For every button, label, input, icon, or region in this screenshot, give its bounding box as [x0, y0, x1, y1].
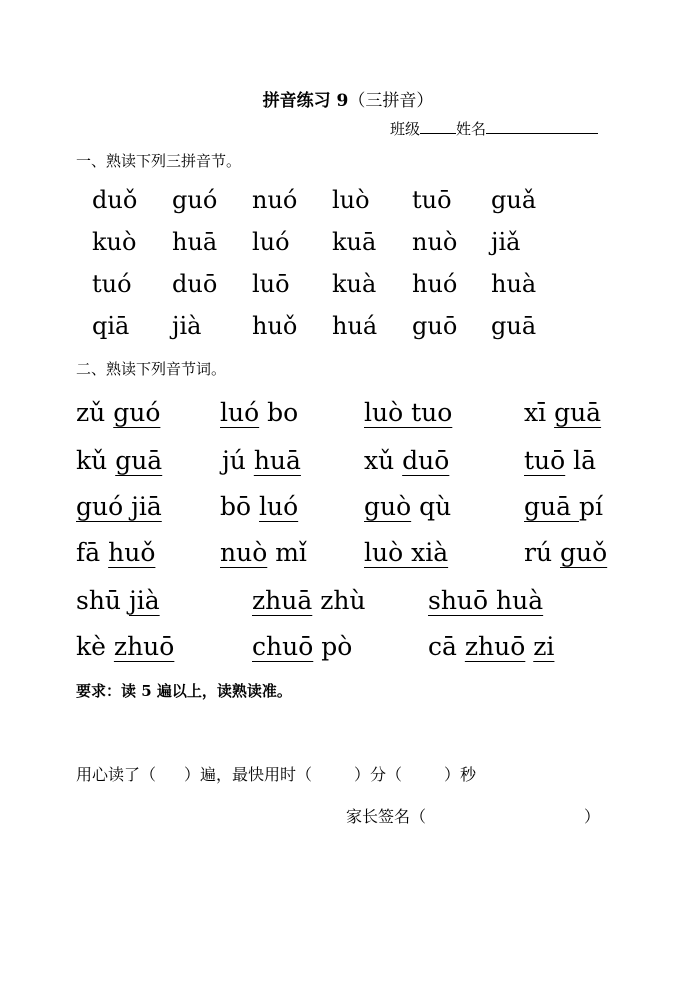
- section1-heading: 一、熟读下列三拼音节。: [76, 152, 242, 170]
- pinyin-word: [524, 446, 596, 475]
- underlined-syllable: shuō huà: [428, 586, 544, 615]
- syllable: zǔ: [76, 398, 106, 427]
- underlined-syllable: zhuā: [252, 586, 313, 615]
- pinyin-word: [252, 632, 352, 661]
- class-blank[interactable]: [420, 119, 456, 134]
- syllable: jià: [172, 312, 202, 340]
- underlined-syllable: jià: [129, 586, 160, 615]
- pinyin-word: [524, 398, 601, 427]
- pinyin-word: [220, 492, 298, 521]
- class-name-line: [390, 118, 598, 139]
- syllable: mǐ: [275, 538, 307, 567]
- underlined-syllable: huā: [253, 446, 301, 475]
- syllable: xǔ: [364, 446, 395, 475]
- syllable: pí: [578, 492, 603, 521]
- syllable: guō: [412, 312, 458, 340]
- syllable: kǔ: [76, 446, 108, 475]
- syllable: jú: [222, 446, 246, 475]
- record-text-1: 用心读了（: [76, 765, 157, 784]
- pinyin-word: [220, 398, 298, 427]
- name-blank[interactable]: [486, 119, 598, 134]
- record-text-4: ）秒: [444, 765, 477, 784]
- class-label: 班级: [390, 120, 421, 138]
- underlined-syllable: luó: [220, 398, 260, 427]
- underlined-syllable: zhuō: [464, 632, 526, 661]
- parent-signature-label: 家长签名（: [346, 807, 427, 826]
- title-sub: （三拼音）: [348, 91, 434, 111]
- underlined-syllable: guā: [524, 492, 579, 521]
- underlined-syllable: guā: [554, 398, 602, 427]
- underlined-syllable: huǒ: [108, 538, 156, 567]
- pinyin-word: [220, 538, 307, 567]
- underlined-syllable: guǒ: [560, 538, 608, 567]
- pinyin-word: [364, 446, 449, 475]
- syllable: qù: [419, 492, 452, 521]
- syllable: cā: [428, 632, 457, 661]
- requirement-note: 要求：读 5 遍以上，读熟读准。: [76, 682, 292, 700]
- worksheet-title: [0, 86, 696, 111]
- underlined-syllable: zhuō: [113, 632, 175, 661]
- pinyin-word: [428, 586, 543, 615]
- pinyin-word: [76, 492, 162, 521]
- syllable: jiǎ: [491, 228, 521, 256]
- pinyin-word: [364, 492, 451, 521]
- pinyin-word: [76, 538, 155, 567]
- underlined-syllable: luó: [259, 492, 299, 521]
- syllable: luō: [252, 270, 290, 298]
- pinyin-word: [76, 398, 160, 427]
- pinyin-word: [76, 586, 160, 615]
- syllable: kuà: [332, 270, 377, 298]
- record-text-3: ）分（: [354, 765, 403, 784]
- syllable: xī: [524, 398, 547, 427]
- syllable: nuò: [412, 228, 458, 256]
- syllable: huā: [172, 228, 218, 256]
- reading-record-line: [76, 762, 476, 785]
- syllable: rú: [524, 538, 553, 567]
- underlined-syllable: nuò: [220, 538, 268, 567]
- record-text-2: ）遍，最快用时（: [184, 765, 313, 784]
- syllable: lā: [573, 446, 597, 475]
- title-main: 拼音练习 9: [262, 91, 349, 111]
- syllable: bo: [267, 398, 299, 427]
- pinyin-word: [222, 446, 301, 475]
- pinyin-word: [524, 538, 607, 567]
- pinyin-word: [364, 398, 452, 427]
- pinyin-word: [76, 632, 174, 661]
- syllable: nuó: [252, 186, 298, 214]
- syllable: duō: [172, 270, 218, 298]
- parent-signature-close: ）: [584, 807, 601, 826]
- name-label: 姓名: [456, 120, 487, 138]
- syllable: duǒ: [92, 186, 138, 214]
- underlined-syllable: duō: [402, 446, 450, 475]
- underlined-syllable: chuō: [252, 632, 314, 661]
- syllable: huà: [491, 270, 537, 298]
- syllable: luó: [252, 228, 290, 256]
- syllable: zhù: [320, 586, 366, 615]
- syllable: tuó: [92, 270, 132, 298]
- pinyin-word: [252, 586, 366, 615]
- parent-signature-line: [346, 804, 600, 827]
- syllable: kuò: [92, 228, 137, 256]
- section2-heading: 二、熟读下列音节词。: [76, 360, 227, 378]
- syllable: huǒ: [252, 312, 298, 340]
- pinyin-word: [524, 492, 603, 521]
- pinyin-word: [76, 446, 162, 475]
- syllable: pò: [321, 632, 353, 661]
- pinyin-word: [364, 538, 448, 567]
- underlined-syllable: guó: [113, 398, 161, 427]
- syllable: tuō: [412, 186, 452, 214]
- syllable: fā: [76, 538, 101, 567]
- syllable: kuā: [332, 228, 377, 256]
- syllable: guǎ: [491, 186, 537, 214]
- pinyin-word: [428, 632, 554, 661]
- underlined-syllable: luò xià: [364, 538, 449, 567]
- syllable: huó: [412, 270, 458, 298]
- syllable: huá: [332, 312, 378, 340]
- underlined-syllable: guò: [364, 492, 412, 521]
- syllable: luò: [332, 186, 370, 214]
- underlined-syllable: guā: [115, 446, 163, 475]
- underlined-syllable: luò tuo: [364, 398, 453, 427]
- syllable: shū: [76, 586, 122, 615]
- syllable: kè: [76, 632, 106, 661]
- syllable: bō: [220, 492, 252, 521]
- syllable: guó: [172, 186, 218, 214]
- syllable: guā: [491, 312, 537, 340]
- underlined-syllable: zi: [533, 632, 555, 661]
- underlined-syllable: tuō: [524, 446, 566, 475]
- underlined-syllable: guó jiā: [76, 492, 162, 521]
- syllable: qiā: [92, 312, 130, 340]
